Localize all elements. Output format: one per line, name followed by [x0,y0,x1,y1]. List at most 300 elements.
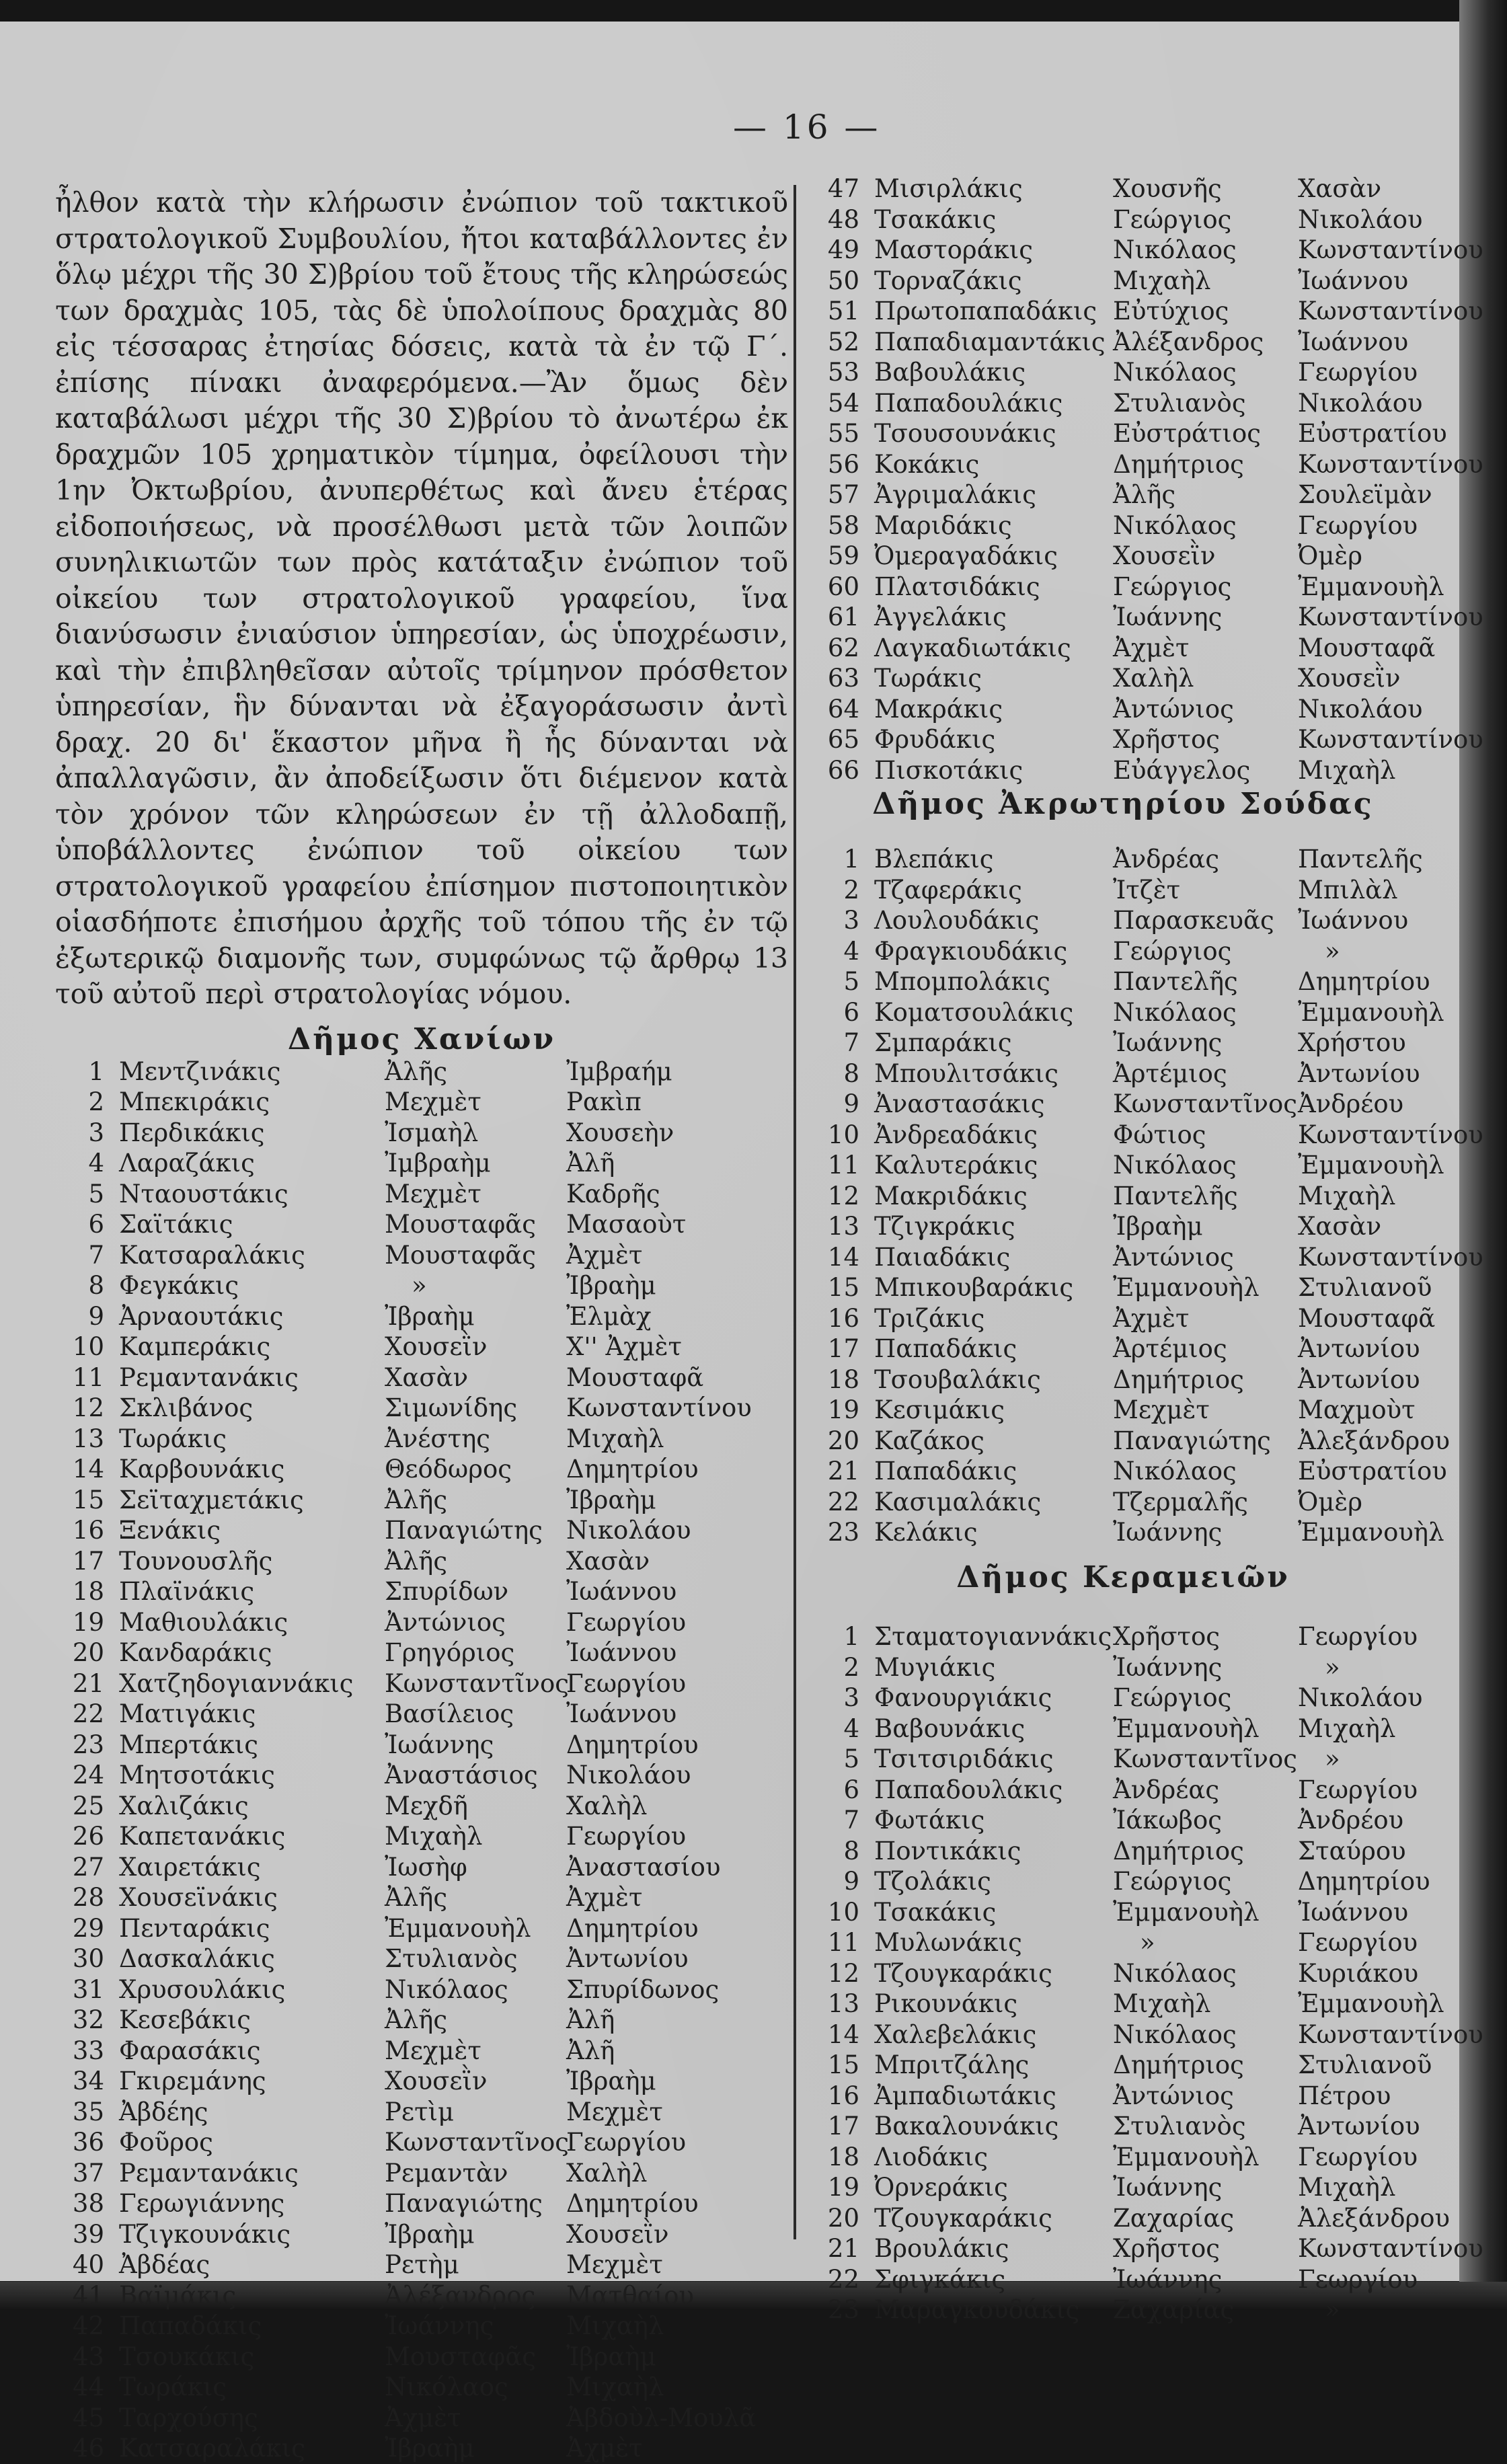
list-item [807,1364,1439,1395]
father-name: » [1325,1652,1340,1682]
father-name: Γεωργίου [566,1668,687,1698]
father-name: Κωνσταντίνου [1298,235,1483,265]
number: 1 [843,1622,859,1652]
father-name: Εὐστρατίου [1298,419,1447,449]
surname: Ταρχούσης [119,2403,258,2432]
first-name: Θεόδωρος [385,1455,512,1484]
father-name: Χουσεὴν [566,1118,674,1147]
surname: Φαρασάκις [119,2036,261,2065]
first-name: Μεχμὲτ [385,1179,481,1208]
number: 53 [827,358,859,387]
surname: Ἀρναουτάκις [119,1301,284,1331]
surname: Μεντζινάκις [119,1056,281,1086]
father-name: Γεωργίου [566,2128,687,2157]
surname: Λαγκαδιωτάκις [874,633,1071,662]
surname: Σεϊταχμετάκις [119,1485,304,1514]
list-item [807,2264,1439,2295]
first-name: Ρετὶμ [385,2097,455,2126]
number: 55 [827,419,859,449]
surname: Καρβουνάκις [119,1455,285,1484]
father-name: Ἰωάννου [1298,266,1409,295]
number: 8 [88,1271,104,1301]
number: 3 [843,1683,859,1713]
surname: Βαβουλάκις [874,358,1026,387]
conscript-list-chania [55,1056,788,2464]
number: 15 [827,2050,859,2080]
father-name: Ματθαίου [566,2280,694,2310]
number: 25 [72,1791,104,1820]
list-item [55,1485,788,1516]
surname: Τζουγκαράκις [874,2203,1052,2233]
surname: Βαϊμάκις [119,2280,237,2310]
father-name: Ἰωάννου [566,1638,677,1668]
number: 52 [827,327,859,356]
surname: Παπαδουλάκις [874,1775,1063,1804]
first-name: Ἰβραὴμ [1113,1212,1203,1241]
number: 23 [72,1730,104,1759]
first-name: Ἀντώνιος [385,1607,506,1637]
number: 65 [827,725,859,755]
surname: Τζιγκουνάκις [119,2219,291,2249]
surname: Ἀνδρεαδάκις [874,1120,1038,1149]
first-name: Γρηγόριος [385,1638,515,1668]
first-name: Δημήτριος [1113,1836,1244,1865]
number: 4 [88,1149,104,1178]
number: 16 [827,1303,859,1333]
first-name: Μεχμὲτ [385,1087,481,1117]
list-item [807,997,1444,1028]
number: 14 [827,1242,859,1272]
father-name: Ἰωάννου [566,1577,677,1607]
list-item [807,966,1439,997]
list-item [55,1454,788,1485]
list-item [807,663,1439,694]
list-item [807,388,1439,419]
surname: Ὀρνεράκις [874,2173,1008,2202]
number: 40 [72,2250,104,2280]
first-name: Τζερμαλῆς [1113,1487,1249,1516]
surname: Πενταράκις [119,1913,270,1943]
list-item [807,694,1439,725]
number: 23 [827,2295,859,2325]
list-item [807,479,1439,510]
list-item [807,2081,1439,2112]
conscript-list-akrotiri [807,844,1483,1548]
first-name: Παναγιώτης [385,1516,543,1545]
father-name: Καδρῆς [566,1179,660,1208]
first-name: Εὐστράτιος [1113,419,1261,449]
father-name: Χαλὴλ [566,2158,648,2188]
surname: Ἀγγελάκις [874,603,1007,632]
list-item [807,1958,1439,1989]
surname: Βαβουνάκις [874,1714,1026,1743]
father-name: Δημητρίου [566,2189,699,2219]
father-name: Μιχαὴλ [1298,1714,1396,1743]
father-name: Γεωργίου [1298,2142,1418,2171]
surname: Μαθιουλάκις [119,1607,288,1637]
list-item [807,1456,1447,1487]
number: 29 [72,1913,104,1943]
list-item [55,2097,788,2128]
father-name: Γεωργίου [566,1607,687,1637]
father-name: Ἰωάννου [1298,1897,1409,1927]
first-name: Δημήτριος [1113,1364,1244,1394]
number: 19 [827,1395,859,1425]
first-name: Ἐμμανουὴλ [1113,1273,1260,1303]
father-name: Χρήστου [1298,1028,1406,1058]
first-name: Μουσταφᾶς [385,1210,536,1239]
first-name: Ἀλέξανδρος [385,2280,536,2310]
list-item [807,1714,1439,1744]
number: 11 [827,1928,859,1958]
number: 62 [827,633,859,662]
surname: Μυλωνάκις [874,1928,1022,1958]
father-name: Κωνσταντίνου [1298,603,1483,632]
list-item [807,1395,1439,1426]
surname: Παπαδουλάκις [874,388,1063,418]
list-item [807,1989,1444,2019]
first-name: Ἰβραὴμ [385,1301,475,1331]
list-item [55,2066,788,2097]
surname: Περδικάκις [119,1118,265,1147]
number: 38 [72,2189,104,2219]
number: 54 [827,388,859,418]
father-name: Κωνσταντίνου [1298,725,1483,755]
number: 61 [827,603,859,632]
first-name: Ἀντώνιος [1113,694,1234,724]
surname: Λουλουδάκις [874,906,1040,935]
surname: Ματιγάκις [119,1699,256,1729]
first-name: Δημήτριος [1113,2050,1244,2080]
father-name: Ἀντωνίου [1298,1334,1420,1364]
surname: Λιοδάκις [874,2142,989,2171]
number: 16 [827,2081,859,2110]
list-item [807,1836,1439,1867]
number: 33 [72,2036,104,2065]
number: 18 [827,2142,859,2171]
number: 22 [827,1487,859,1516]
number: 64 [827,694,859,724]
list-item [55,1943,788,1974]
first-name: Βασίλειος [385,1699,514,1729]
number: 13 [827,1989,859,2019]
father-name: » [1325,936,1340,966]
number: 13 [72,1424,104,1453]
list-item [55,1974,788,2005]
number: 58 [827,510,859,540]
father-name: Νικολάου [1298,204,1423,234]
number: 26 [72,1822,104,1851]
conscript-list-chania-continued [807,174,1483,785]
father-name: Χασὰν [1298,1212,1382,1241]
number: 41 [72,2280,104,2310]
list-item [807,510,1439,541]
list-item [807,875,1439,906]
surname: Χουσεϊνάκις [119,1883,278,1913]
father-name: Ἰβραὴμ [566,2067,656,2096]
father-name: Ἀντωνίου [566,1944,689,1974]
first-name: Χρῆστος [1113,1622,1220,1652]
list-item [807,1927,1439,1958]
father-name: Νικολάου [566,1761,691,1790]
list-item [807,1744,1439,1775]
surname: Ἀγριμαλάκις [874,480,1036,510]
father-name: Ἀντωνίου [1298,1058,1420,1088]
list-item [55,1179,788,1210]
surname: Λαραζάκις [119,1149,255,1178]
first-name: Ἀλῆς [385,1056,448,1086]
father-name: Μουσταφᾶ [1298,633,1436,662]
number: 6 [843,997,859,1027]
surname: Νταουστάκις [119,1179,288,1208]
first-name: Εὐτύχιος [1113,297,1229,326]
number: 7 [88,1240,104,1270]
father-name: » [1325,2295,1340,2325]
father-name: Γεωργίου [1298,1928,1418,1958]
number: 14 [72,1455,104,1484]
list-item [807,755,1439,786]
list-item [807,418,1447,449]
number: 21 [827,2234,859,2264]
list-item [807,2233,1483,2264]
list-item [807,449,1483,480]
father-name: Σουλεϊμὰν [1298,480,1432,510]
father-name: Ἰωάννου [1298,327,1409,356]
father-name: Ἐμμανουὴλ [1298,1989,1444,2019]
number: 12 [827,1958,859,1988]
father-name: Ἀντωνίου [1298,1364,1420,1394]
surname: Κεσιμάκις [874,1395,1005,1425]
list-item [55,2403,788,2434]
first-name: Ἀνδρέας [1113,1775,1220,1804]
number: 1 [88,1056,104,1086]
list-item [55,1576,788,1607]
father-name: Ὀμὲρ [1298,541,1362,571]
list-item [55,1607,788,1638]
first-name: Ἀχμὲτ [385,2403,461,2432]
father-name: Χουσεῒν [566,2219,669,2249]
list-item [55,1791,788,1822]
list-item [55,1209,788,1240]
list-item [55,1270,788,1301]
surname: Κοματσουλάκις [874,997,1074,1027]
number: 8 [843,1058,859,1088]
number: 6 [843,1775,859,1804]
list-item [55,1332,788,1362]
first-name: Ρεμαντὰν [385,2158,508,2188]
number: 46 [72,2434,104,2463]
list-item [807,1897,1439,1928]
first-name: Χρῆστος [1113,725,1220,755]
first-name: Ἰωάννης [1113,2264,1223,2294]
first-name: Παναγιώτης [1113,1426,1271,1455]
father-name: Χασὰν [1298,174,1382,204]
list-item [55,1668,788,1699]
number: 27 [72,1852,104,1882]
surname: Ρεμαντανάκις [119,1362,299,1392]
surname: Κατσαραλάκις [119,1240,305,1270]
father-name: Δημητρίου [1298,967,1430,997]
first-name: Ἰωάννης [1113,1028,1223,1058]
list-item [807,2050,1439,2081]
first-name: Ἀρτέμιος [1113,1058,1227,1088]
list-item [55,1821,788,1852]
father-name: Μασαοὺτ [566,1210,687,1239]
surname: Χαλιζάκις [119,1791,249,1820]
list-item [807,2142,1439,2173]
number: 9 [843,1867,859,1896]
list-item [55,2433,788,2464]
father-name: Γεωργίου [1298,1775,1418,1804]
surname: Τζουγκαράκις [874,1958,1052,1988]
surname: Καζάκος [874,1426,984,1455]
number: 37 [72,2158,104,2188]
father-name: Σταύρου [1298,1836,1406,1865]
number: 50 [827,266,859,295]
number: 18 [72,1577,104,1607]
number: 48 [827,204,859,234]
list-item [55,1760,788,1791]
first-name: Νικόλαος [1113,510,1237,540]
number: 5 [843,1744,859,1774]
first-name: Νικόλαος [1113,1457,1237,1486]
first-name: Ἰτζὲτ [1113,875,1181,904]
first-name: Ἀλῆς [385,1485,448,1514]
father-name: Γεωργίου [566,1822,687,1851]
father-name: Νικολάου [1298,694,1423,724]
surname: Πισκοτάκις [874,755,1023,785]
surname: Μπομπολάκις [874,967,1050,997]
surname: Ρικουνάκις [874,1989,1018,2019]
first-name: Εὐάγγελος [1113,755,1251,785]
father-name: Ἀνδρέου [1298,1089,1404,1119]
surname: Μαριδάκις [874,510,1012,540]
surname: Μπεκιράκις [119,1087,270,1117]
surname: Τωράκις [874,664,982,693]
first-name: Ἀνδρέας [1113,845,1220,874]
first-name: Ἰωάννης [1113,1518,1223,1547]
father-name: Χασὰν [566,1546,650,1576]
father-name: Δημητρίου [566,1913,699,1943]
list-item [55,1515,788,1546]
number: 2 [843,875,859,904]
surname: Σαϊτάκις [119,1210,233,1239]
number: 11 [72,1362,104,1392]
first-name: Ἰωάννης [1113,1652,1223,1682]
number: 45 [72,2403,104,2432]
number: 2 [843,1652,859,1682]
surname: Φανουργιάκις [874,1683,1052,1713]
father-name: Ἀλῆ [566,2036,615,2065]
number: 19 [827,2173,859,2202]
father-name: Δημητρίου [566,1730,699,1759]
father-name: Ἰμβραήμ [566,1056,672,1086]
list-item [807,1805,1439,1836]
surname: Πλατσιδάκις [874,572,1040,601]
father-name: Μουσταφᾶ [1298,1303,1436,1333]
first-name: Δημήτριος [1113,449,1244,479]
list-item [55,1148,788,1179]
father-name: Κωνσταντίνου [1298,2234,1483,2264]
father-name: Ἀχμὲτ [566,1883,643,1913]
list-item [55,1424,788,1455]
father-name: Κωνσταντίνου [1298,2019,1483,2049]
surname: Μητσοτάκις [119,1761,275,1790]
surname: Τριζάκις [874,1303,985,1333]
number: 66 [827,755,859,785]
list-item [807,1334,1439,1364]
list-item [55,2342,788,2373]
father-name: Δημητρίου [1298,1867,1430,1896]
list-item [55,1087,788,1118]
section-title-chania: Δῆμος Χανίων [287,1022,556,1056]
number: 2 [88,1087,104,1117]
father-name: Ἀναστασίου [566,1852,721,1882]
first-name: Σιμωνίδης [385,1393,518,1423]
number: 43 [72,2342,104,2371]
surname: Πλαϊνάκις [119,1577,255,1607]
father-name: Μιχαὴλ [1298,2173,1396,2202]
surname: Βρουλάκις [874,2234,1009,2264]
number: 20 [827,2203,859,2233]
list-item [807,1272,1439,1303]
list-item [807,1181,1439,1212]
number: 23 [827,1518,859,1547]
first-name: Ἀντώνιος [1113,2081,1234,2110]
father-name: Μιχαὴλ [566,1424,664,1453]
number: 9 [843,1089,859,1119]
first-name: Στυλιανὸς [1113,388,1246,418]
first-name: Νικόλαος [1113,1151,1237,1180]
number: 14 [827,2019,859,2049]
number: 35 [72,2097,104,2126]
section-kerameia [807,1560,1483,2325]
number: 16 [72,1516,104,1545]
list-item [55,2188,788,2219]
father-name: Μιχαὴλ [1298,755,1396,785]
list-item [807,1303,1439,1334]
first-name: Νικόλαος [1113,358,1237,387]
number: 12 [72,1393,104,1423]
column-divider [794,185,796,2239]
first-name: Ἰβραὴμ [385,2434,475,2463]
number: 8 [843,1836,859,1865]
first-name: Χουσεῒν [1113,541,1216,571]
number: 1 [843,845,859,874]
number: 3 [843,906,859,935]
list-item [807,1487,1439,1518]
list-item [55,2005,788,2036]
surname: Τωράκις [119,2373,227,2402]
surname: Παπαδάκις [874,1334,1017,1364]
surname: Ἀναστασάκις [874,1089,1045,1119]
number: 42 [72,2311,104,2341]
list-item [55,1699,788,1730]
first-name: Ἀλῆς [385,2005,448,2035]
list-item [807,1866,1439,1897]
first-name: Παντελῆς [1113,1181,1238,1210]
first-name: Νικόλαος [385,1974,508,2004]
section-title-kerameia: Δῆμος Κεραμειῶν [956,1560,1290,1594]
first-name: Νικόλαος [1113,997,1237,1027]
father-name: Ἀλεξάνδρου [1298,1426,1450,1455]
surname: Φοῦρος [119,2128,213,2157]
first-name: Ἐμμανουὴλ [385,1913,531,1943]
father-name: Γεωργίου [1298,2264,1418,2294]
number: 51 [827,297,859,326]
list-item [55,2036,788,2067]
first-name: Γεώργιος [1113,572,1232,601]
